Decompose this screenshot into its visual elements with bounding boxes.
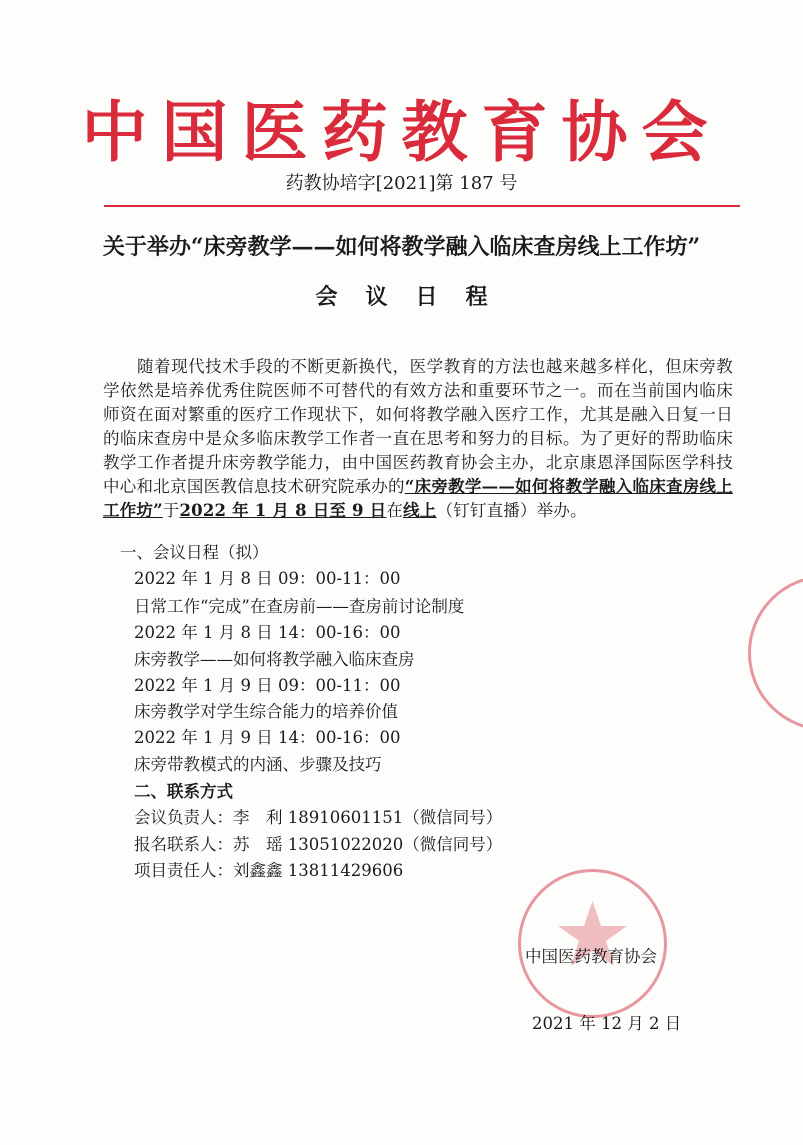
agenda-topic: 日常工作“完成”在查房前——查房前讨论制度 (134, 597, 465, 616)
agenda-time: 2022 年 1 月 8 日 09：00-11：00 (134, 569, 401, 588)
contact-line: 会议负责人：李 利 18910601151（微信同号） (134, 808, 503, 827)
document-subtitle: 会议日程 (315, 284, 516, 310)
intro-text-after: （钉钉直播）举办。 (436, 501, 587, 520)
event-dates: 2022 年 1 月 8 日至 9 日 (179, 501, 387, 520)
agenda-time: 2022 年 1 月 9 日 14：00-16：00 (134, 728, 401, 747)
contact-heading: 二、联系方式 (134, 782, 233, 801)
document-title: 关于举办“床旁教学——如何将教学融入临床查房线上工作坊” (102, 234, 701, 260)
agenda-time: 2022 年 1 月 8 日 14：00-16：00 (134, 623, 401, 642)
intro-paragraph (103, 355, 733, 523)
event-name: “床旁教学——如何将教学融入临床查房线上工作坊” (103, 477, 733, 520)
org-letterhead: 中国医药教育协会 (81, 93, 722, 171)
contact-line: 项目责任人：刘鑫鑫 13811429606 (134, 861, 404, 880)
partial-seal-stamp (748, 575, 803, 731)
agenda-topic: 床旁教学——如何将教学融入临床查房 (134, 650, 415, 669)
red-divider (104, 205, 740, 207)
agenda-time: 2022 年 1 月 9 日 09：00-11：00 (134, 676, 401, 695)
event-venue: 线上 (403, 501, 437, 520)
contact-line: 报名联系人：苏 瑶 13051022020（微信同号） (134, 835, 503, 854)
intro-text-mid: 于 (162, 501, 180, 520)
agenda-heading: 一、会议日程（拟） (120, 543, 269, 562)
intro-text: 随着现代技术手段的不断更新换代，医学教育的方法也越来越多样化，但床旁教学依然是培养优秀住院医师不可替代的有效方法和重要环节之一。而在当前国内临床师资在面对繁重的医疗工作现状下，如何将教学融入医疗工作，尤其是融入日复一日的临床查房中是众多临床教学工作者一直在思考和努力的目标。为了更好的帮助临床教学工作者提升床旁教学能力，由中国医药教育协会主办，北京康恩泽国际医学科技中心和北京国医教信息技术研究院承办的 (103, 357, 733, 496)
signature-organization: 中国医药教育协会 (525, 947, 657, 966)
agenda-topic: 床旁带教模式的内涵、步骤及技巧 (134, 755, 382, 774)
signature-date: 2021 年 12 月 2 日 (532, 1014, 682, 1033)
agenda-topic: 床旁教学对学生综合能力的培养价值 (134, 702, 398, 721)
intro-text-at: 在 (386, 501, 404, 520)
official-seal-stamp (515, 866, 670, 1021)
document-number: 药教协培字[2021]第 187 号 (285, 173, 518, 194)
